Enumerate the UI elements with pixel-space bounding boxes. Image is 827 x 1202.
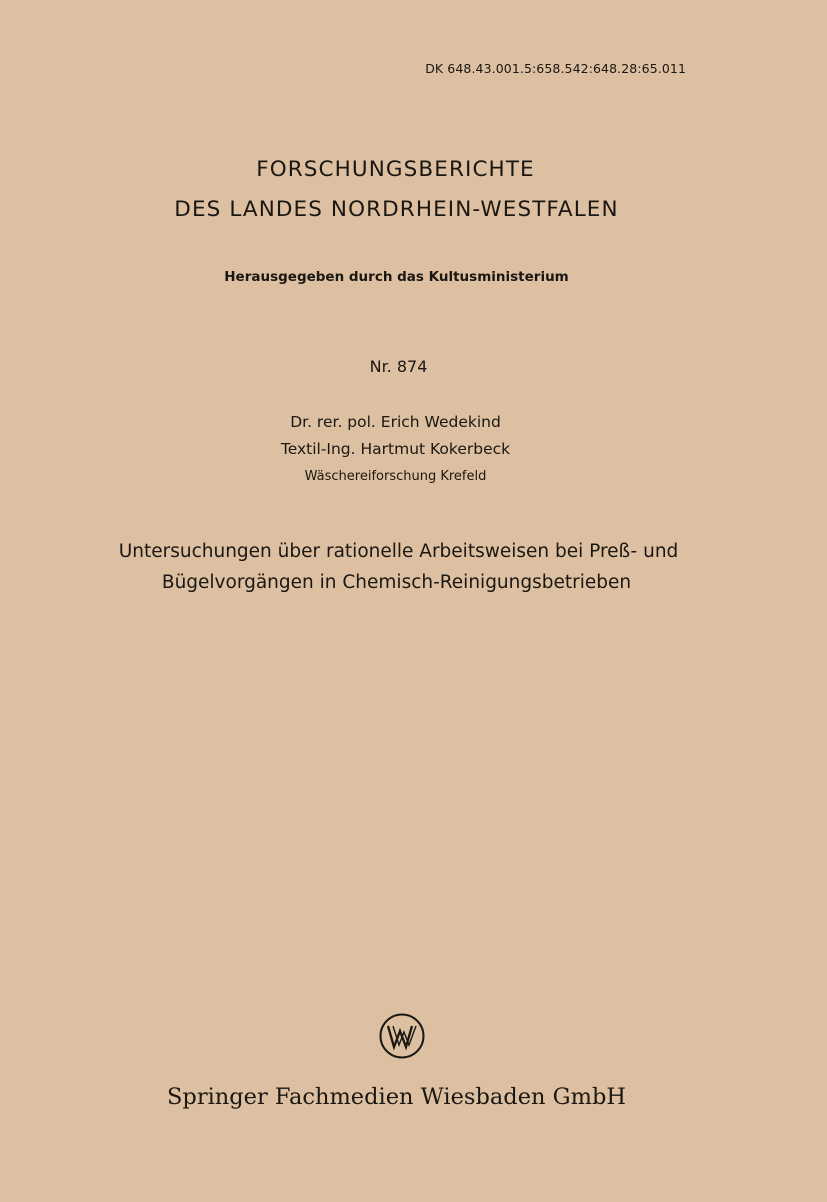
series-title-line-2: DES LANDES NORDRHEIN-WESTFALEN (174, 197, 619, 222)
publisher-note: Herausgegeben durch das Kultusministerium (224, 269, 569, 285)
report-number: Nr. 874 (369, 357, 428, 376)
author-1: Dr. rer. pol. Erich Wedekind (290, 413, 501, 431)
publisher-logo-icon (379, 1013, 425, 1059)
affiliation: Wäschereiforschung Krefeld (304, 469, 487, 484)
series-title-line-1: FORSCHUNGSBERICHTE (256, 157, 535, 182)
imprint: Springer Fachmedien Wiesbaden GmbH (167, 1084, 626, 1110)
book-title-line-2: Bügelvorgängen in Chemisch-Reinigungsbetrieben (161, 572, 632, 593)
author-2: Textil-Ing. Hartmut Kokerbeck (280, 440, 511, 458)
book-title-line-1: Untersuchungen über rationelle Arbeitsweisen bei Preß- und (118, 541, 679, 562)
classification-code: DK 648.43.001.5:658.542:648.28:65.011 (425, 61, 686, 76)
